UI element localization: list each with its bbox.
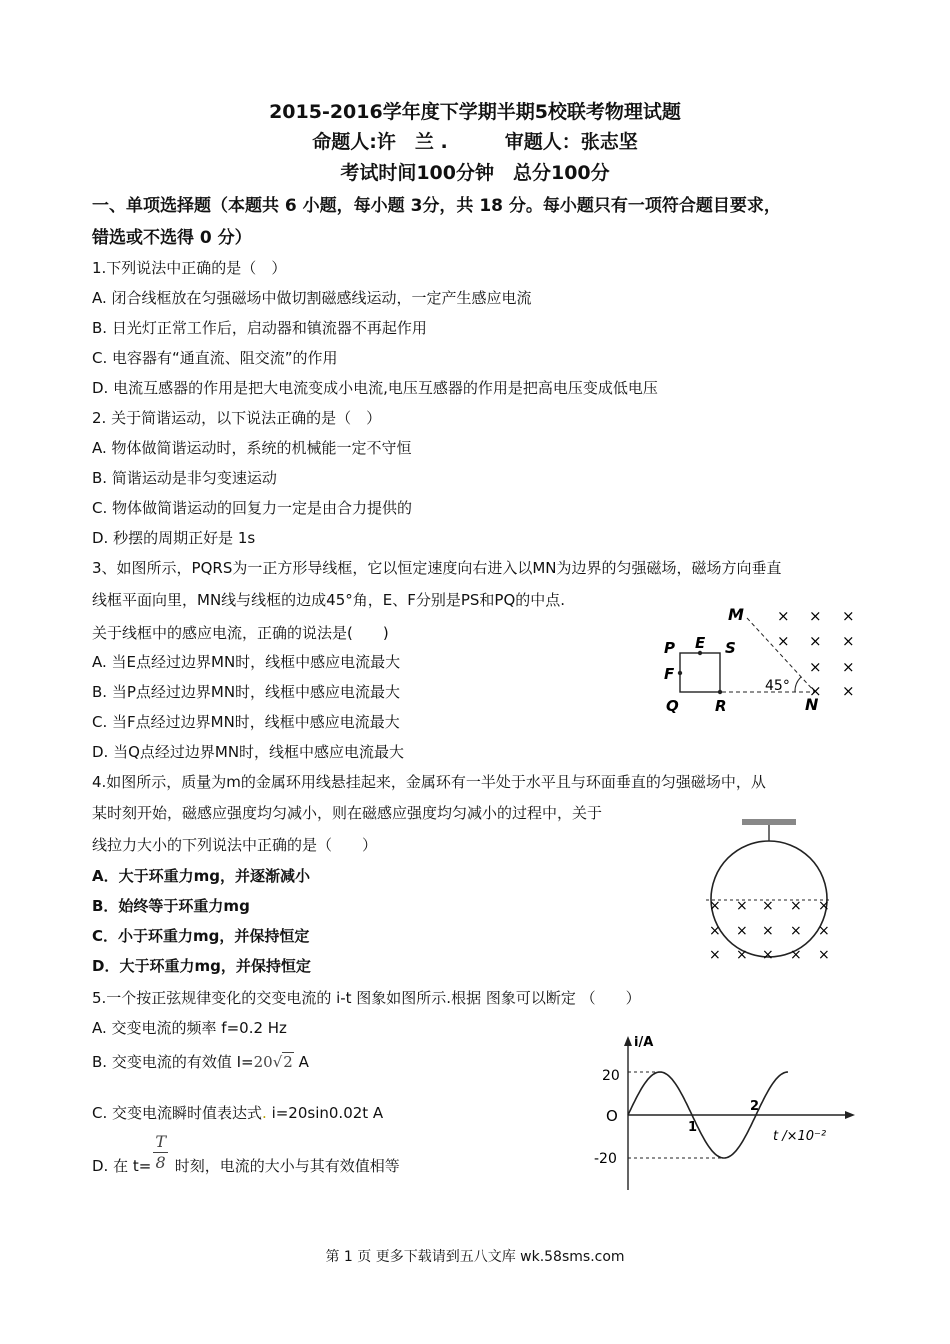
q4-option-d: D．大于环重力mg，并保持恒定 bbox=[92, 957, 311, 975]
label-m: M bbox=[728, 605, 744, 624]
q4-option-c: C．小于环重力mg，并保持恒定 bbox=[92, 927, 310, 945]
field-mark: × bbox=[842, 607, 855, 625]
sqrt-radicand: 2 bbox=[283, 1053, 293, 1071]
field-mark: × bbox=[762, 947, 774, 963]
q3-option-a: A. 当E点经过边界MN时，线框中感应电流最大 bbox=[92, 653, 401, 671]
field-mark: × bbox=[790, 923, 802, 939]
time-line: 考试时间100分钟 总分100分 bbox=[340, 162, 610, 184]
q3-option-c: C. 当F点经过边界MN时，线框中感应电流最大 bbox=[92, 713, 400, 731]
field-mark: × bbox=[736, 898, 748, 914]
author-line: 命题人:许 兰 . 审题人：张志坚 bbox=[312, 131, 638, 153]
label-p: P bbox=[664, 639, 675, 657]
q3-stem-question: 关于线框中的感应电流，正确的说法是( ) bbox=[92, 624, 389, 642]
x-axis-arrow bbox=[845, 1111, 855, 1119]
label-e: E bbox=[695, 634, 706, 652]
field-mark: × bbox=[762, 923, 774, 939]
field-mark: × bbox=[736, 947, 748, 963]
q5-option-d-rest: 时刻，电流的大小与其有效值相等 bbox=[169, 1157, 400, 1175]
ceiling-mount bbox=[742, 819, 796, 825]
q1-stem: 1.下列说法中正确的是（ ） bbox=[92, 259, 287, 277]
field-mark: × bbox=[842, 632, 855, 650]
q5-option-c-expr: i=20sin0.02t A bbox=[266, 1104, 384, 1122]
field-mark: × bbox=[818, 923, 830, 939]
field-mark: × bbox=[809, 607, 822, 625]
q3-stem: 3、如图所示，PQRS为一正方形导线框，它以恒定速度向右进入以MN为边界的匀强磁场，磁场方向垂直 bbox=[92, 559, 782, 577]
label-n: N bbox=[805, 695, 819, 714]
label-r: R bbox=[715, 697, 727, 715]
q1-option-c: C. 电容器有“通直流、阻交流”的作用 bbox=[92, 349, 338, 367]
q4-option-b: B．始终等于环重力mg bbox=[92, 897, 250, 915]
field-mark: × bbox=[790, 898, 802, 914]
fraction-numerator: T bbox=[155, 1132, 166, 1151]
field-mark: × bbox=[709, 923, 721, 939]
field-mark: × bbox=[777, 632, 790, 650]
q2-option-c: C. 物体做简谐运动的回复力一定是由合力提供的 bbox=[92, 499, 413, 517]
page-footer: 第 1 页 更多下载请到五八文库 wk.58sms.com bbox=[325, 1249, 625, 1265]
x-axis-label: t /×10⁻² bbox=[773, 1129, 827, 1144]
q1-option-b: B. 日光灯正常工作后，启动器和镇流器不再起作用 bbox=[92, 319, 427, 337]
q4-stem-cont: 某时刻开始，磁感应强度均匀减小，则在磁感应强度均匀减小的过程中，关于 bbox=[92, 804, 603, 822]
field-mark: × bbox=[842, 658, 855, 676]
q5-option-c bbox=[92, 1103, 383, 1123]
point-f bbox=[678, 671, 682, 675]
label-f: F bbox=[664, 665, 675, 683]
q2-option-b: B. 简谐运动是非匀变速运动 bbox=[92, 469, 277, 487]
q1-option-d: D. 电流互感器的作用是把大电流变成小电流,电压互感器的作用是把高电压变成低电压 bbox=[92, 379, 658, 397]
it-chart bbox=[590, 1030, 860, 1192]
field-mark: × bbox=[842, 682, 855, 700]
q4-stem: 4.如图所示，质量为m的金属环用线悬挂起来，金属环有一半处于水平且与环面垂直的匀强磁场中，从 bbox=[92, 773, 766, 791]
q1-option-a: A. 闭合线框放在匀强磁场中做切割磁感线运动，一定产生感应电流 bbox=[92, 289, 532, 307]
angle-arc bbox=[795, 677, 801, 692]
q5-option-c-dot: . bbox=[262, 1104, 267, 1122]
q2-option-a: A. 物体做简谐运动时，系统的机械能一定不守恒 bbox=[92, 439, 412, 457]
sqrt-coefficient: 20 bbox=[253, 1053, 273, 1071]
field-mark: × bbox=[790, 947, 802, 963]
field-mark: × bbox=[809, 682, 822, 700]
field-mark: × bbox=[762, 898, 774, 914]
field-mark: × bbox=[736, 923, 748, 939]
field-mark: × bbox=[777, 607, 790, 625]
q4-stem-question: 线拉力大小的下列说法中正确的是（ ） bbox=[92, 836, 378, 854]
q4-option-a: A．大于环重力mg，并逐渐减小 bbox=[92, 867, 310, 885]
fraction-denominator: 8 bbox=[155, 1153, 166, 1172]
q3-option-d: D. 当Q点经过边界MN时，线框中感应电流最大 bbox=[92, 743, 405, 761]
q2-stem: 2. 关于简谐运动，以下说法正确的是（ ） bbox=[92, 409, 382, 427]
q5-option-b-text: B. 交变电流的有效值 I= bbox=[92, 1053, 254, 1071]
q3-option-b: B. 当P点经过边界MN时，线框中感应电流最大 bbox=[92, 683, 401, 701]
q2-option-d: D. 秒摆的周期正好是 1s bbox=[92, 529, 256, 547]
label-q: Q bbox=[666, 697, 679, 715]
field-mark: × bbox=[709, 947, 721, 963]
label-angle: 45° bbox=[765, 678, 790, 694]
x-tick-label: 2 bbox=[750, 1099, 760, 1114]
q5-option-d bbox=[92, 1132, 400, 1187]
field-mark: × bbox=[818, 947, 830, 963]
x-tick-label: 1 bbox=[688, 1120, 698, 1135]
q3-figure bbox=[655, 600, 865, 715]
y-tick-label: 20 bbox=[602, 1068, 620, 1084]
section-heading: 一、单项选择题（本题共 6 小题，每小题 3分，共 18 分。每小题只有一项符合题目要求， bbox=[92, 196, 781, 216]
q5-stem: 5.一个按正弦规律变化的交变电流的 i-t 图象如图所示.根据 图象可以断定 （ ） bbox=[92, 989, 641, 1007]
exam-title: 2015-2016学年度下学期半期5校联考物理试题 bbox=[269, 101, 681, 123]
field-mark: × bbox=[809, 658, 822, 676]
q5-option-d-text: D. 在 t= bbox=[92, 1157, 152, 1175]
point-r bbox=[718, 690, 722, 694]
q5-option-b bbox=[92, 1052, 309, 1072]
wire-frame bbox=[680, 653, 720, 692]
field-mark: × bbox=[809, 632, 822, 650]
field-mark: × bbox=[818, 898, 830, 914]
y-axis-label: i/A bbox=[634, 1035, 654, 1050]
q3-stem-cont: 线框平面向里，MN线与线框的边成45°角，E、F分别是PS和PQ的中点. bbox=[92, 591, 566, 609]
q5-option-b-unit: A bbox=[293, 1053, 309, 1071]
q5-option-c-text: C. 交变电流瞬时值表达式 bbox=[92, 1104, 263, 1122]
label-s: S bbox=[725, 639, 736, 657]
q5-option-a: A. 交变电流的频率 f=0.2 Hz bbox=[92, 1019, 287, 1037]
sqrt-expression: 20√2 bbox=[253, 1053, 293, 1071]
section-heading-cont: 错选或不选得 0 分） bbox=[92, 228, 252, 248]
fraction-t-over-8 bbox=[153, 1132, 168, 1173]
origin-label: O bbox=[606, 1107, 618, 1125]
q4-figure bbox=[700, 815, 840, 965]
y-axis-arrow bbox=[624, 1036, 632, 1046]
y-tick-label: -20 bbox=[594, 1151, 617, 1167]
field-mark: × bbox=[709, 898, 721, 914]
